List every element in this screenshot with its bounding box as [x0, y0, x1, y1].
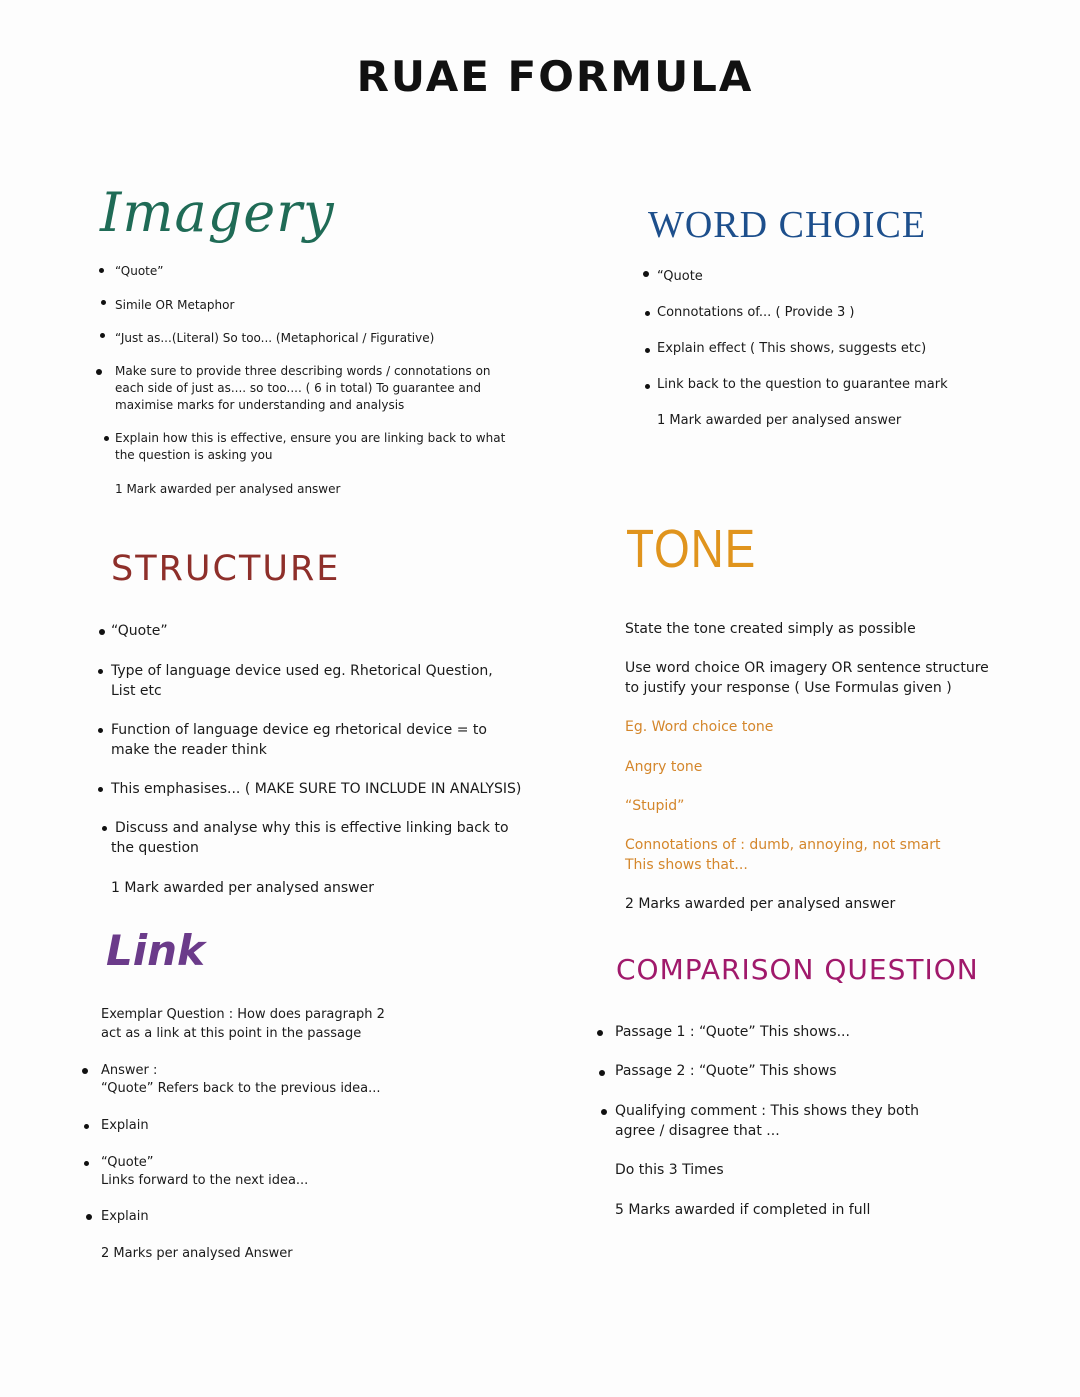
imagery-item: “Quote”	[115, 264, 164, 278]
comparison-item: Passage 2 : “Quote” This shows	[615, 1063, 837, 1079]
bullet-icon	[601, 1109, 607, 1115]
structure-item-line: the question	[111, 840, 199, 856]
page-title: RUAE FORMULA	[356, 52, 754, 101]
bullet-icon	[643, 271, 649, 277]
link-item: Explain	[101, 1209, 149, 1224]
tone-example: Connotations of : dumb, annoying, not smart	[625, 837, 941, 853]
structure-item-line: Function of language device eg rhetorical device = to	[111, 722, 487, 738]
link-item-line: “Quote”	[101, 1155, 154, 1170]
bullet-icon	[102, 826, 107, 831]
structure-item-line: Type of language device used eg. Rhetorical Question,	[111, 663, 493, 679]
bullet-icon	[100, 333, 105, 338]
word-choice-item: Connotations of... ( Provide 3 )	[657, 305, 855, 320]
comparison-heading: COMPARISON QUESTION	[616, 953, 979, 986]
bullet-icon	[82, 1068, 88, 1074]
bullet-icon	[98, 669, 103, 674]
structure-item: This emphasises... ( MAKE SURE TO INCLUDE IN ANALYSIS)	[111, 781, 522, 797]
bullet-icon	[597, 1030, 603, 1036]
bullet-icon	[645, 348, 650, 353]
bullet-icon	[101, 300, 106, 305]
link-question: Exemplar Question : How does paragraph 2	[101, 1007, 385, 1022]
imagery-item: Simile OR Metaphor	[115, 298, 235, 312]
imagery-item: “Just as...(Literal) So too... (Metaphorical / Figurative)	[115, 331, 435, 345]
imagery-heading: Imagery	[100, 181, 335, 244]
structure-mark: 1 Mark awarded per analysed answer	[111, 880, 375, 896]
structure-heading: STRUCTURE	[111, 549, 341, 589]
bullet-icon	[645, 384, 650, 389]
comparison-item: Passage 1 : “Quote” This shows...	[615, 1024, 850, 1040]
word-choice-mark: 1 Mark awarded per analysed answer	[657, 413, 902, 428]
tone-heading: TONE	[626, 519, 757, 579]
tone-example: Eg. Word choice tone	[625, 719, 774, 735]
word-choice-item: Explain effect ( This shows, suggests etc)	[657, 341, 927, 356]
link-item-line: “Quote” Refers back to the previous idea...	[101, 1081, 381, 1096]
structure-item-line: make the reader think	[111, 742, 267, 758]
bullet-icon	[99, 268, 104, 273]
structure-item-line: List etc	[111, 683, 162, 699]
bullet-icon	[645, 311, 650, 316]
bullet-icon	[98, 787, 103, 792]
tone-line: Use word choice OR imagery OR sentence structure	[625, 660, 989, 676]
word-choice-item: “Quote	[657, 269, 703, 284]
imagery-item-line: maximise marks for understanding and analysis	[115, 398, 405, 412]
bullet-icon	[599, 1070, 605, 1076]
link-item: Explain	[101, 1118, 149, 1133]
imagery-item-line: Explain how this is effective, ensure you are linking back to what	[115, 431, 506, 445]
tone-mark: 2 Marks awarded per analysed answer	[625, 896, 896, 912]
bullet-icon	[98, 728, 103, 733]
link-heading: Link	[106, 926, 205, 975]
word-choice-item: Link back to the question to guarantee mark	[657, 377, 948, 392]
bullet-icon	[96, 369, 102, 375]
comparison-item-line: agree / disagree that ...	[615, 1123, 780, 1139]
bullet-icon	[104, 436, 109, 441]
imagery-item-line: Make sure to provide three describing words / connotations on	[115, 364, 491, 378]
bullet-icon	[99, 629, 105, 635]
link-mark: 2 Marks per analysed Answer	[101, 1246, 293, 1261]
bullet-icon	[84, 1161, 89, 1166]
tone-example: “Stupid”	[625, 798, 685, 814]
comparison-note: Do this 3 Times	[615, 1162, 724, 1178]
bullet-icon	[84, 1124, 89, 1129]
tone-example: Angry tone	[625, 759, 703, 775]
tone-example: This shows that...	[625, 857, 748, 873]
imagery-item-line: each side of just as.... so too.... ( 6 in total) To guarantee and	[115, 381, 481, 395]
tone-line: State the tone created simply as possible	[625, 621, 916, 637]
link-item-line: Links forward to the next idea...	[101, 1173, 309, 1188]
bullet-icon	[86, 1214, 92, 1220]
word-choice-heading: WORD CHOICE	[648, 204, 927, 246]
comparison-item-line: Qualifying comment : This shows they both	[615, 1103, 919, 1119]
structure-item: “Quote”	[111, 623, 168, 639]
link-item-line: Answer :	[101, 1063, 158, 1078]
imagery-item-line: the question is asking you	[115, 448, 273, 462]
structure-item-line: Discuss and analyse why this is effective linking back to	[115, 820, 509, 836]
comparison-mark: 5 Marks awarded if completed in full	[615, 1202, 871, 1218]
imagery-mark: 1 Mark awarded per analysed answer	[115, 482, 341, 496]
tone-line: to justify your response ( Use Formulas given )	[625, 680, 952, 696]
link-question: act as a link at this point in the passage	[101, 1026, 362, 1041]
